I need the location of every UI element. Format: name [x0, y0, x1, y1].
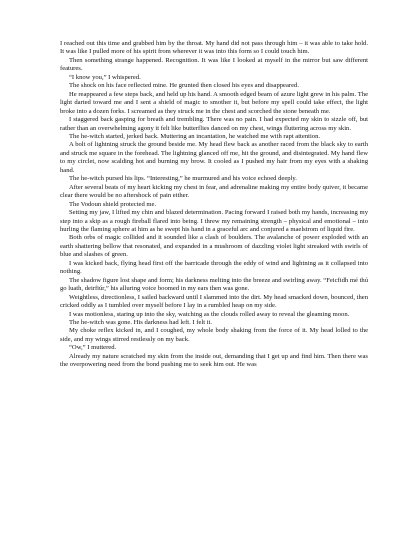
- paragraph: My choke reflex kicked in, and I coughed, my whole body shaking from the force of it. My head lolled to the side, and my wings stirred restlessly on my back.: [60, 327, 368, 343]
- paragraph: The shock on his face reflected mine. He grunted then closed his eyes and disappeared.: [69, 82, 299, 90]
- paragraph: The Vodoun shield protected me.: [69, 200, 157, 208]
- paragraph: The he-witch was gone. His darkness had left. I felt it.: [69, 318, 213, 326]
- paragraph: A bolt of lightning struck the ground beside me. My head flew back as another raced from the black sky to earth and struck me square in the forehead. The lightning glanced off me, hit the ground, and disintegrated. My hand flew to my circlet, now scalding hot and burning my brow. It cooled as I pushed my hair from my eyes with a shaking hand.: [60, 141, 368, 174]
- paragraph: Already my nature scratched my skin from the inside out, demanding that I get up and find him. Then there was the overpowering need from the bond pushing me to seek him out. He was: [60, 352, 368, 369]
- paragraph: Setting my jaw, I lifted my chin and blazed determination. Pacing forward I raised both my hands, increasing my step into a skip as a rough fireball flared into being. I threw my remaining strength – physical and emotional – into hurling the flaming sphere at him as he swept his hand in a graceful arc and conjured a maelstrom of liquid fire.: [60, 209, 368, 233]
- paragraph: He reappeared a few steps back, and held up his hand. A smooth edged beam of azure light grew in his palm. The light darted toward me and I sent a shield of magic to smother it, but before my spell could take effect, the light broke into a dozen forks. I screamed as they struck me in the chest and scorched the stone beneath me.: [60, 90, 368, 115]
- paragraph: Both orbs of magic collided and it sounded like a clash of boulders. The avalanche of power exploded with an earth shattering bellow that resonated, and expanded in a mushroom of dazzling violet light streaked with swirls of blue and slashes of green.: [60, 234, 368, 259]
- paragraph: Then something strange happened. Recognition. It was like I looked at myself in the mirror but saw different features.: [60, 56, 368, 73]
- paragraph: I staggered back gasping for breath and trembling. There was no pain. I had expected my skin to sizzle off, but rather than an overwhelming agony it felt like butterflies danced on my chest, wings fluttering across my skin.: [60, 116, 368, 132]
- paragraph: The he-witch started, jerked back. Muttering an incantation, he watched me with rapt attention.: [69, 132, 321, 140]
- paragraph: I reached out this time and grabbed him by the throat. My hand did not pass through him – it was able to take hold. It was like I pulled more of his spirit from wherever it was into this form so I could touch him.: [60, 40, 368, 56]
- paragraph: Weightless, directionless, I sailed backward until I slammed into the dirt. My head smacked down, bounced, then cricked oddly as I tumbled over myself before I lay in a rumbled heap on my side.: [60, 293, 368, 310]
- paragraph: After several beats of my heart kicking my chest in fear, and adrenaline making my entire body quiver, it became clear there would be no aftershock of pain either.: [60, 183, 368, 200]
- paragraph: The he-witch pursed his lips. “Interesting,” he murmured and his voice echoed deeply.: [69, 175, 297, 183]
- paragraph: I was kicked back, flying head first off the barricade through the eddy of wind and lightning as it collapsed into nothing.: [60, 259, 368, 276]
- paragraph: I was motionless, staring up into the sky, watching as the clouds rolled away to reveal the gleaming moon.: [69, 310, 350, 318]
- paragraph: “Ow,” I muttered.: [69, 344, 117, 352]
- paragraph: The shadow figure lost shape and form; his darkness melting into the breeze and swirling away. “Feicfidh mé thú go luath, deirfiúr,” his alluring voice boomed in my ears then was gone.: [60, 276, 368, 293]
- paragraph: “I know you,” I whispered.: [69, 73, 141, 81]
